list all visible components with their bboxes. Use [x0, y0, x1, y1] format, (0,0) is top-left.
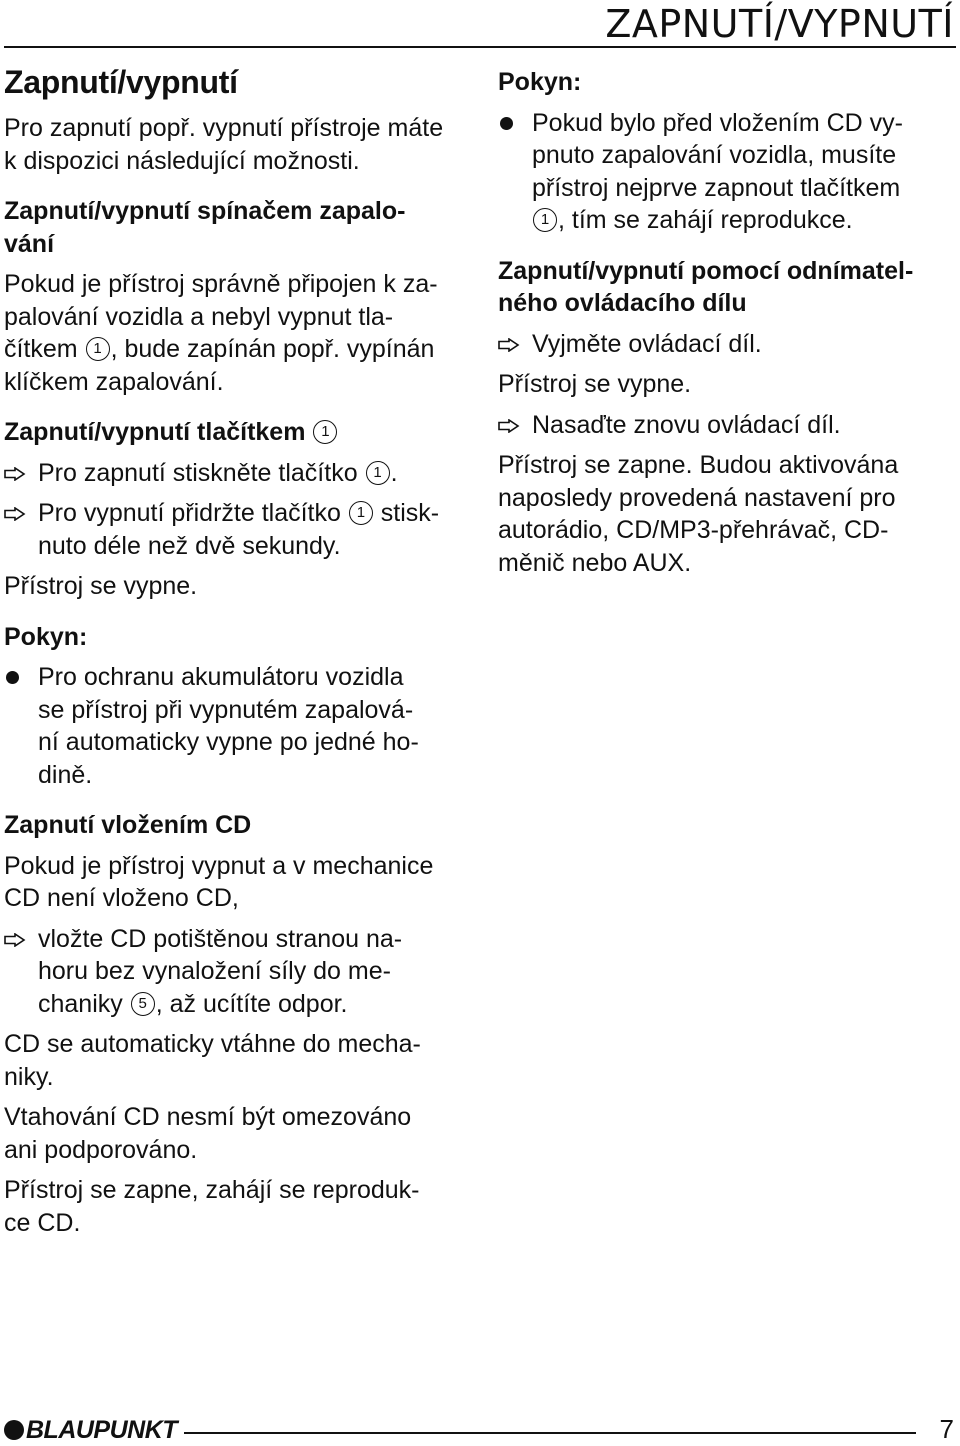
left-column	[4, 62, 468, 1239]
step-remove-panel: Vyjměte ovládací díl.	[498, 328, 958, 361]
section-title: Zapnutí/vypnutí	[4, 64, 238, 100]
arrow-step-icon	[4, 457, 34, 489]
cd-text-2: CD se automaticky vtáhne do mecha- niky.	[4, 1030, 421, 1091]
bullet-icon	[6, 671, 19, 684]
blaupunkt-logo-icon	[4, 1420, 24, 1440]
step-switch-off: Pro vypnutí přidržte tlačítko 1 stisk- nuto déle než dvě sekundy.	[4, 497, 468, 562]
cd-text-4: Přístroj se zapne, zahájí se reproduk- ce CD.	[4, 1176, 420, 1237]
step-switch-on: Pro zapnutí stiskněte tlačítko 1 .	[4, 457, 468, 490]
step-insert-cd: vložte CD potištěnou stranou na- horu bez vynaložení síly do me- chaniky 5 , až ucítíte odpor.	[4, 923, 468, 1021]
cd-text: Pokud je přístroj vypnut a v mechanice CD není vloženo CD,	[4, 851, 434, 912]
button-5-icon: 5	[131, 992, 155, 1016]
page-number: 7	[939, 1414, 954, 1444]
header-divider	[4, 46, 956, 48]
panel-heading: Zapnutí/vypnutí pomocí odnímatel- ného ovládacího dílu	[498, 256, 914, 317]
arrow-step-icon	[498, 409, 528, 441]
cd-heading: Zapnutí vložením CD	[4, 811, 252, 839]
note-heading: Pokyn:	[4, 622, 88, 651]
right-column	[498, 66, 958, 579]
step-attach-panel: Nasaďte znovu ovládací díl.	[498, 409, 958, 442]
button-heading: Zapnutí/vypnutí tlačítkem 1	[4, 416, 468, 449]
result-text: Přístroj se vypne.	[498, 370, 692, 398]
intro-text: Pro zapnutí popř. vypnutí přístroje máte k dispozici následující možnosti.	[4, 114, 444, 175]
button-1-icon: 1	[366, 461, 390, 485]
arrow-step-icon	[498, 328, 528, 360]
result-text: Přístroj se zapne. Budou aktivována naposledy provedená nastavení pro autorádio, CD/MP3-přehrávač, CD- měnič nebo AUX.	[498, 451, 899, 577]
brand-logo: BLAUPUNKT	[26, 1416, 178, 1444]
button-1-icon: 1	[349, 501, 373, 525]
footer-divider	[184, 1432, 916, 1434]
bullet-icon	[500, 117, 513, 130]
note-bullet: Pokud bylo před vložením CD vy- pnuto zapalování vozidla, musíte přístroj nejprve zapnout tlačítkem 1 , tím se zahájí reprodukce.	[498, 107, 958, 237]
ignition-text: Pokud je přístroj správně připojen k za- palování vozidla a nebyl vypnut tla- čítkem 1 , bude zapínán popř. vypínán klíčkem zapalování.	[4, 270, 438, 396]
arrow-step-icon	[4, 497, 34, 529]
ignition-heading: Zapnutí/vypnutí spínačem zapalo- vání	[4, 197, 406, 258]
note-bullet: Pro ochranu akumulátoru vozidla se přístroj při vypnutém zapalová- ní automaticky vypne po jedné ho- dině.	[4, 661, 468, 791]
page-header-title: ZAPNUTÍ/VYPNUTÍ	[605, 2, 954, 46]
result-text: Přístroj se vypne.	[4, 572, 198, 600]
button-1-icon: 1	[533, 208, 557, 232]
page-footer	[4, 1414, 956, 1444]
note-heading: Pokyn:	[498, 68, 582, 96]
button-1-icon: 1	[86, 337, 110, 361]
arrow-step-icon	[4, 923, 34, 955]
button-1-icon: 1	[313, 420, 337, 444]
cd-text-3: Vtahování CD nesmí být omezováno ani podporováno.	[4, 1103, 412, 1164]
